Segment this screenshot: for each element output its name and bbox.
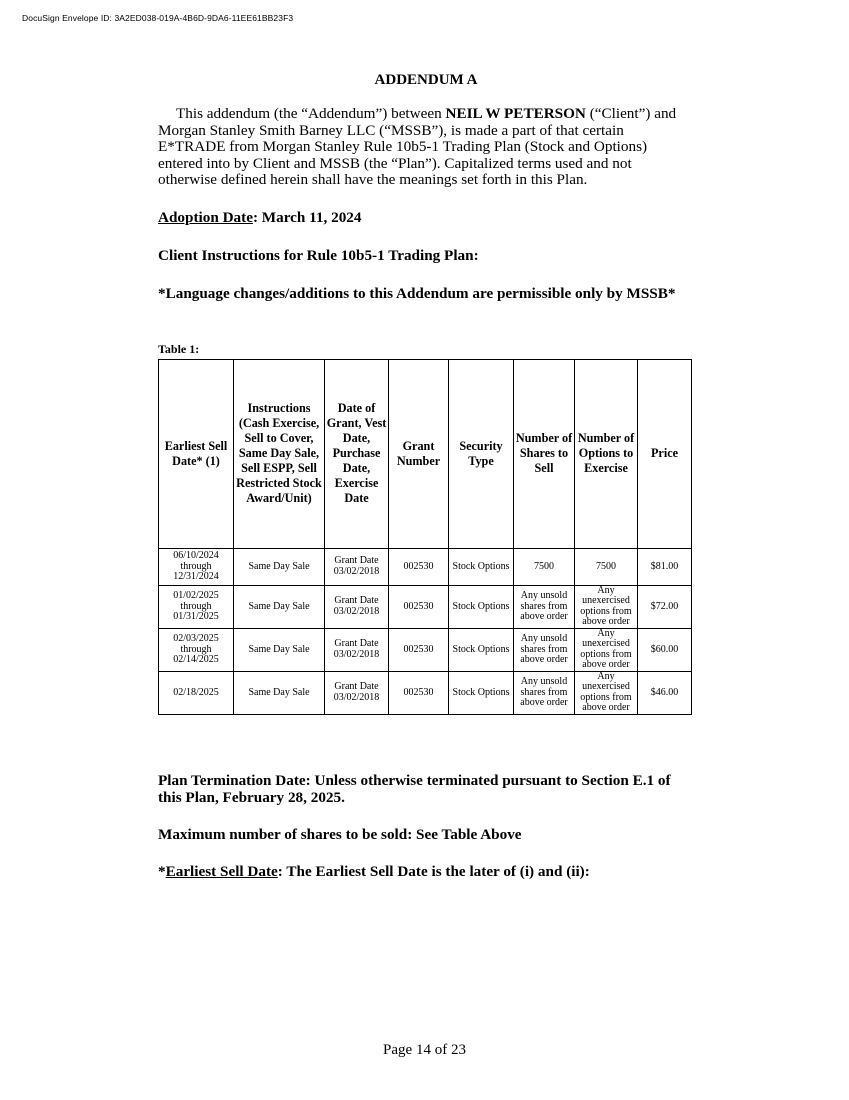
trading-plan-table — [158, 359, 692, 715]
cell-price: $46.00 — [638, 671, 692, 714]
cell-options-to-exercise: Any unexercised options from above order — [575, 628, 638, 671]
cell-instructions: Same Day Sale — [234, 585, 325, 628]
header-instructions: Instructions (Cash Exercise, Sell to Cover, Same Day Sale, Sell ESPP, Sell Restricted Stock Award/Unit) — [234, 359, 325, 548]
docusign-envelope-id: DocuSign Envelope ID: 3A2ED038-019A-4B6D-9DA6-11EE61BB23F3 — [22, 13, 294, 23]
earliest-sell-label: Earliest Sell Date — [165, 862, 278, 880]
cell-options-to-exercise: 7500 — [575, 548, 638, 585]
maximum-shares: Maximum number of shares to be sold: See Table Above — [158, 825, 522, 843]
cell-grant-number: 002530 — [389, 548, 449, 585]
client-name: NEIL W PETERSON — [445, 105, 586, 122]
cell-shares-to-sell: Any unsold shares from above order — [514, 628, 575, 671]
page-title: ADDENDUM A — [374, 72, 478, 88]
cell-instructions: Same Day Sale — [234, 628, 325, 671]
table-row — [159, 671, 692, 714]
table-row — [159, 585, 692, 628]
adoption-date-label: Adoption Date — [158, 208, 253, 226]
cell-instructions: Same Day Sale — [234, 548, 325, 585]
header-security-type: Security Type — [449, 359, 514, 548]
cell-price: $60.00 — [638, 628, 692, 671]
page-number: Page 14 of 23 — [383, 1042, 466, 1058]
cell-options-to-exercise: Any unexercised options from above order — [575, 585, 638, 628]
intro-part2: (“Client”) and Morgan Stanley Smith Barney LLC (“MSSB”), is made a part of that certain E*TRADE from Morgan Stanley Rule 10b5-1 Trading Plan (Stock and Options) entered into by Client and MSSB (the “Plan”). Capitalized terms used and not otherwise defined herein shall have the meanings set forth in this Plan. — [158, 105, 677, 189]
table-row — [159, 548, 692, 585]
adoption-date — [158, 209, 694, 226]
header-earliest-sell-date: Earliest Sell Date* (1) — [159, 359, 234, 548]
header-grant-number: Grant Number — [389, 359, 449, 548]
cell-security-type: Stock Options — [449, 628, 514, 671]
intro-part1: This addendum (the “Addendum”) between — [176, 105, 446, 122]
earliest-sell-date-definition — [158, 863, 694, 880]
plan-termination-date: Plan Termination Date: Unless otherwise terminated pursuant to Section E.1 of this Plan, February 28, 2025. — [158, 771, 671, 806]
table-row — [159, 628, 692, 671]
header-date-of-grant: Date of Grant, Vest Date, Purchase Date, Exercise Date — [325, 359, 389, 548]
cell-price: $72.00 — [638, 585, 692, 628]
header-options-to-exercise: Number of Options to Exercise — [575, 359, 638, 548]
cell-shares-to-sell: Any unsold shares from above order — [514, 671, 575, 714]
cell-security-type: Stock Options — [449, 548, 514, 585]
client-instructions-heading: Client Instructions for Rule 10b5-1 Trading Plan: — [158, 246, 479, 264]
table-label: Table 1: — [158, 341, 200, 356]
intro-paragraph — [158, 106, 694, 189]
language-note: *Language changes/additions to this Addendum are permissible only by MSSB* — [158, 284, 676, 302]
cell-security-type: Stock Options — [449, 671, 514, 714]
cell-grant-number: 002530 — [389, 628, 449, 671]
earliest-sell-text: : The Earliest Sell Date is the later of (i) and (ii): — [277, 862, 590, 880]
cell-shares-to-sell: 7500 — [514, 548, 575, 585]
adoption-date-value: : March 11, 2024 — [252, 208, 362, 226]
header-shares-to-sell: Number of Shares to Sell — [514, 359, 575, 548]
document-body — [158, 72, 694, 880]
cell-grant-date: Grant Date 03/02/2018 — [325, 628, 389, 671]
cell-instructions: Same Day Sale — [234, 671, 325, 714]
cell-earliest-sell-date: 02/03/2025 through 02/14/2025 — [159, 628, 234, 671]
cell-earliest-sell-date: 06/10/2024 through 12/31/2024 — [159, 548, 234, 585]
cell-price: $81.00 — [638, 548, 692, 585]
cell-grant-date: Grant Date 03/02/2018 — [325, 548, 389, 585]
cell-earliest-sell-date: 01/02/2025 through 01/31/2025 — [159, 585, 234, 628]
cell-grant-date: Grant Date 03/02/2018 — [325, 585, 389, 628]
cell-earliest-sell-date: 02/18/2025 — [159, 671, 234, 714]
header-price: Price — [638, 359, 692, 548]
earliest-sell-star: * — [158, 862, 166, 880]
cell-grant-number: 002530 — [389, 585, 449, 628]
cell-security-type: Stock Options — [449, 585, 514, 628]
cell-grant-date: Grant Date 03/02/2018 — [325, 671, 389, 714]
cell-options-to-exercise: Any unexercised options from above order — [575, 671, 638, 714]
table-header-row — [159, 359, 692, 548]
cell-grant-number: 002530 — [389, 671, 449, 714]
cell-shares-to-sell: Any unsold shares from above order — [514, 585, 575, 628]
